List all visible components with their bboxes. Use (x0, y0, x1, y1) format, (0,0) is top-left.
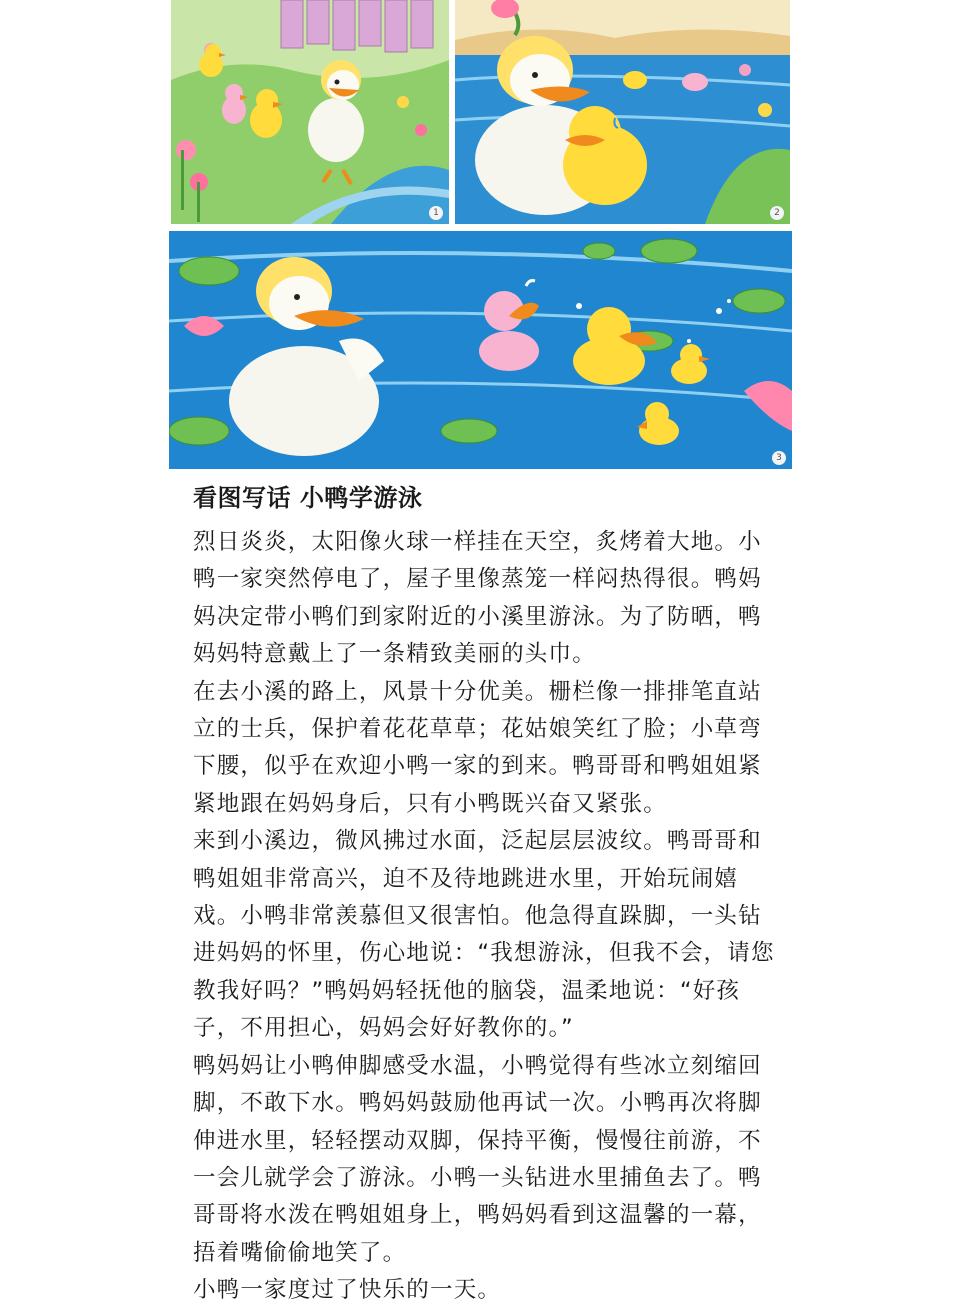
paragraph: 烈日炎炎，太阳像火球一样挂在天空，炙烤着大地。小鸭一家突然停电了，屋子里像蒸笼一样闷热得很。鸭妈妈决定带小鸭们到家附近的小溪里游泳。为了防晒，鸭妈妈特意戴上了一条精致美丽的头巾。 (193, 529, 762, 668)
paragraph: 鸭妈妈让小鸭伸脚感受水温，小鸭觉得有些冰立刻缩回脚，不敢下水。鸭妈妈鼓励他再试一次。小鸭再次将脚伸进水里，轻轻摆动双脚，保持平衡，慢慢往前游，不一会儿就学会了游泳。小鸭一头钻进水里捕鱼去了。鸭哥哥将水泼在鸭姐姐身上，鸭妈妈看到这温馨的一幕，捂着嘴偷偷地笑了。 (193, 1052, 762, 1266)
panel-number-1: 1 (429, 206, 443, 220)
panel-number-2: 2 (770, 206, 784, 220)
paragraph: 来到小溪边，微风拂过水面，泛起层层波纹。鸭哥哥和鸭姐姐非常高兴，迫不及待地跳进水里，开始玩闹嬉戏。小鸭非常羡慕但又很害怕。他急得直跺脚，一头钻进妈妈的怀里，伤心地说：“我想游泳，但我不会，请您教我好吗？”鸭妈妈轻抚他的脑袋，温柔地说：“好孩子，不用担心，妈妈会好好教你的。” (193, 828, 775, 1042)
illustration-panel-3 (169, 231, 792, 469)
illustration-panel-2 (455, 0, 790, 224)
illustration-panel-1 (171, 0, 449, 224)
paragraph: 小鸭一家度过了快乐的一天。 (193, 1277, 502, 1304)
article (193, 478, 783, 1310)
article-title: 看图写话 小鸭学游泳 (193, 484, 423, 512)
duck-family-walking-image (171, 0, 449, 224)
paragraph: 在去小溪的路上，风景十分优美。栅栏像一排排笔直站立的士兵，保护着花花草草；花姑娘笑红了脸；小草弯下腰，似乎在欢迎小鸭一家的到来。鸭哥哥和鸭姐姐紧紧地跟在妈妈身后，只有小鸭既兴奋又紧张。 (193, 678, 762, 817)
illustrations (0, 0, 960, 470)
mother-comforting-duckling-image (455, 0, 790, 224)
panel-number-3: 3 (772, 451, 786, 465)
ducks-swimming-image (169, 231, 792, 469)
